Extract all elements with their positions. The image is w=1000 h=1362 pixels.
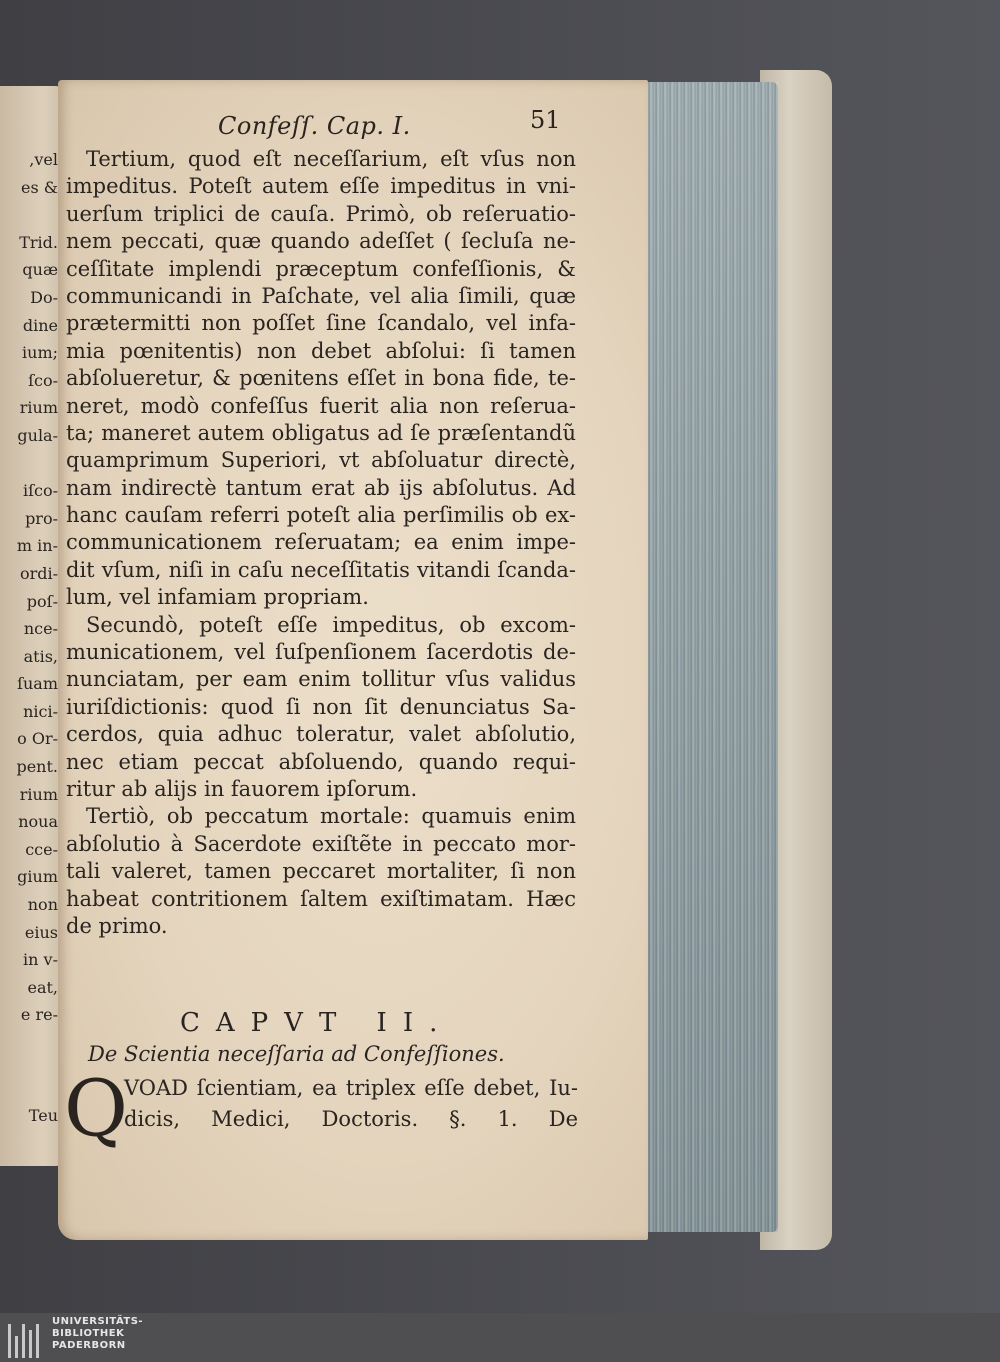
text-line: tali valeret, tamen peccaret mortaliter, ſi non	[66, 859, 576, 884]
library-logo-icon	[6, 1318, 44, 1358]
text-line: ta; maneret autem obligatus ad ſe præſentandũ	[66, 420, 576, 445]
left-page-line: gium	[17, 867, 58, 887]
text-line: hanc cauſam referri poteſt alia perſimilis ob ex-	[66, 503, 576, 528]
left-page-line: eat,	[27, 977, 58, 997]
text-line: nem peccati, quæ quando adeſſet ( ſecluſa ne-	[66, 229, 576, 254]
text-line: communicandi in Paſchate, vel alia ſimili, quæ	[66, 283, 576, 308]
text-line: cerdos, quia adhuc toleratur, valet abſolutio,	[66, 722, 576, 747]
text-line: mia pœnitentis) non debet abſolui: ſi tamen	[66, 338, 576, 363]
text-line: nec etiam peccat abſoluendo, quando requi-	[66, 749, 576, 774]
drop-cap: Q	[64, 1064, 128, 1154]
text-line: lum, vel infamiam propriam.	[66, 585, 369, 610]
left-page-line: cce-	[25, 839, 58, 859]
library-name-line: PADERBORN	[52, 1340, 126, 1351]
chapter-title: CAPVT II.	[180, 1008, 454, 1038]
left-page-line: iſco-	[22, 481, 58, 501]
left-page-line: ium;	[22, 343, 58, 363]
left-page-line: ſco-	[28, 370, 58, 390]
body-text	[66, 146, 576, 940]
text-line: Secundò, poteſt eſſe impeditus, ob excom-	[86, 612, 576, 637]
left-page-line	[0, 201, 60, 229]
text-line: nam indirectè tantum erat ab ijs abſolutus. Ad	[66, 475, 576, 500]
text-line: dit vſum, niſi in caſu neceſſitatis vitandi ſcanda-	[66, 557, 576, 582]
text-line: uerſum triplici de cauſa. Primò, ob reſeruatio-	[66, 201, 576, 226]
left-page-line: rium	[19, 784, 58, 804]
chapter-subtitle: De Scientia neceſſaria ad Confeſſiones.	[88, 1042, 505, 1066]
left-page-line: o Or-	[17, 729, 58, 749]
left-page-line: dine	[22, 315, 58, 335]
left-page-line: Do-	[30, 287, 58, 307]
left-page-line: gula-	[17, 425, 58, 445]
left-page-line: eius	[24, 922, 58, 942]
library-name-line: UNIVERSITÄTS-	[52, 1316, 144, 1327]
left-page-line: es &	[20, 177, 58, 197]
text-line: Tertiò, ob peccatum mortale: quamuis enim	[86, 804, 576, 829]
text-line: prætermitti non poſſet ſine ſcandalo, vel infa-	[66, 311, 576, 336]
text-line: habeat contritionem ſaltem exiſtimatam. Hæc	[66, 886, 576, 911]
chapter-opening-text	[124, 1073, 578, 1135]
left-page-catchword: Teu	[28, 1106, 58, 1125]
left-page-line: m in-	[16, 536, 58, 556]
left-page-line: e re-	[20, 1005, 58, 1025]
left-page-line: quæ	[22, 260, 58, 280]
left-page-line: in v-	[23, 950, 58, 970]
text-line: neret, modò confeſſus fuerit alia non reſerua-	[66, 393, 576, 418]
left-page-line: pro-	[25, 508, 58, 528]
left-page-line: rium	[19, 398, 58, 418]
left-page-line: Trid.	[19, 232, 58, 252]
left-page-line: ,vel	[29, 150, 58, 169]
text-line: abſolutio à Sacerdote exiſtẽte in peccato mor-	[66, 831, 576, 856]
library-footer	[0, 1313, 1000, 1362]
text-line: impeditus. Poteſt autem eſſe impeditus in vni-	[66, 174, 576, 199]
library-name	[52, 1316, 143, 1352]
left-page-line: pent.	[16, 757, 58, 777]
text-line: nunciatam, per eam enim tollitur vſus validus	[66, 667, 576, 692]
text-line: municationem, vel ſuſpenſionem ſacerdotis de-	[66, 640, 576, 665]
opening-line: dicis, Medici, Doctoris. §. 1. De	[124, 1107, 578, 1131]
text-line: Tertium, quod eſt neceſſarium, eſt vſus non	[86, 147, 576, 171]
running-head: Confeſſ. Cap. I.	[218, 112, 411, 140]
left-page-text-fragments	[0, 146, 60, 1029]
text-line: ceſſitate implendi præceptum confeſſionis, &	[66, 256, 576, 281]
left-page-line: nce-	[23, 619, 58, 639]
opening-line: VOAD ſcientiam, ea triplex eſſe debet, Iu-	[124, 1076, 578, 1100]
text-line: de primo.	[66, 913, 168, 938]
text-line: ritur ab alijs in fauorem ipſorum.	[66, 776, 418, 801]
left-page-line: noua	[18, 812, 58, 832]
left-page-line: atis,	[23, 646, 58, 666]
left-page-line: nici-	[23, 701, 58, 721]
left-page-line: non	[27, 895, 58, 915]
page-number: 51	[530, 106, 561, 134]
text-line: iuriſdictionis: quod ſi non ſit denunciatus Sa-	[66, 694, 576, 719]
library-name-line: BIBLIOTHEK	[52, 1328, 125, 1339]
left-page-line: poſ-	[26, 591, 58, 611]
left-page-line: ordi-	[19, 563, 58, 583]
left-page-line: ſuam	[17, 674, 58, 694]
text-line: communicationem reſeruatam; ea enim impe-	[66, 530, 576, 555]
left-page-line	[0, 450, 60, 478]
text-line: abſolueretur, & pœnitens eſſet in bona fide, te-	[66, 366, 576, 391]
text-line: quamprimum Superiori, vt abſoluatur directè,	[66, 448, 576, 473]
